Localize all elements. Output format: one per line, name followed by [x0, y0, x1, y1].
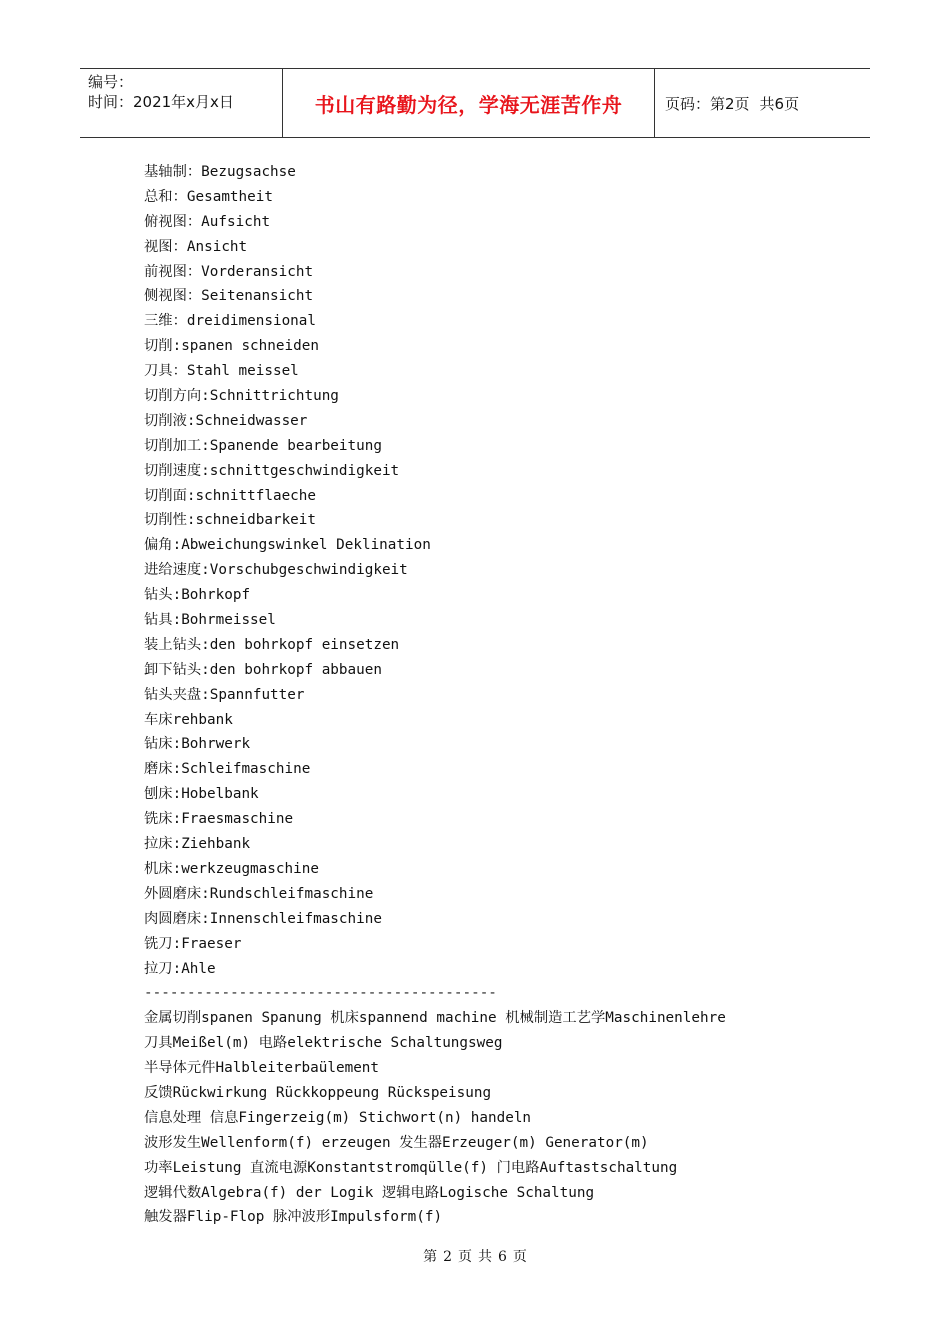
glossary-entry: 俯视图：Aufsicht — [144, 213, 271, 230]
footer-di: 第 — [423, 1249, 438, 1265]
glossary-entry: 逻辑代数Algebra(f) der Logik 逻辑电路Logische Schaltung — [144, 1184, 595, 1201]
footer-ye: 页 — [458, 1249, 472, 1265]
header-meta — [80, 69, 282, 137]
document-date: 时间：2021年x月x日 — [88, 93, 234, 111]
glossary-entry: 前视图：Vorderansicht — [144, 263, 314, 280]
glossary-entry: 切削方向:Schnittrichtung — [144, 388, 339, 405]
footer-gong: 共 — [478, 1249, 492, 1265]
glossary-entry: 信息处理 信息Fingerzeig(m) Stichwort(n) handeln — [144, 1109, 532, 1126]
glossary-entry: 铣刀:Fraeser — [144, 935, 242, 952]
footer-page-total: 6 — [498, 1249, 507, 1265]
glossary-entry: 切削液:Schneidwasser — [144, 412, 308, 429]
glossary-entry: 磨床:Schleifmaschine — [144, 761, 311, 778]
page-footer — [0, 1246, 950, 1266]
glossary-entry: 拉刀:Ahle — [144, 960, 216, 977]
glossary-entry: 基轴制：Bezugsachse — [144, 164, 296, 180]
glossary-entry: 刀具Meißel(m) 电路elektrische Schaltungsweg — [144, 1035, 503, 1052]
glossary-entry: 触发器Flip-Flop 脉冲波形Impulsform(f) — [144, 1209, 443, 1226]
glossary-entry: 刨床:Hobelbank — [144, 786, 259, 803]
glossary-entry: 侧视图：Seitenansicht — [144, 288, 314, 305]
glossary-entry: 装上钻头:den bohrkopf einsetzen — [144, 636, 400, 653]
glossary-entry: 卸下钻头:den bohrkopf abbauen — [144, 661, 382, 678]
header-page-info — [655, 69, 870, 137]
glossary-entry: 视图：Ansicht — [144, 238, 248, 255]
glossary-entry: 波形发生Wellenform(f) erzeugen 发生器Erzeuger(m) Generator(m) — [144, 1134, 649, 1151]
glossary-entry: 半导体元件Halbleiterbaülement — [144, 1060, 380, 1077]
glossary-entry: 外圆磨床:Rundschleifmaschine — [144, 885, 374, 902]
header-motto-cell — [282, 69, 655, 137]
header-motto: 书山有路勤为径，学海无涯苦作舟 — [314, 92, 623, 117]
glossary-entry: 切削:spanen schneiden — [144, 338, 319, 355]
glossary-list — [144, 160, 726, 1230]
glossary-entry: 刀具：Stahl meissel — [144, 363, 299, 380]
glossary-entry: 钻头:Bohrkopf — [144, 587, 251, 604]
glossary-entry: 切削性:schneidbarkeit — [144, 512, 317, 529]
glossary-entry: 总和：Gesamtheit — [144, 188, 273, 205]
footer-ye-2: 页 — [512, 1249, 527, 1265]
glossary-entry: 拉床:Ziehbank — [144, 836, 251, 853]
glossary-entry: 切削速度:schnittgeschwindigkeit — [144, 462, 400, 479]
page-header — [80, 68, 870, 138]
glossary-entry: 机床:werkzeugmaschine — [144, 860, 319, 877]
glossary-entry: 钻头夹盘:Spannfutter — [144, 686, 305, 703]
header-page-number: 页码：第2页 — [665, 94, 750, 113]
glossary-entry: 钻床:Bohrwerk — [144, 736, 251, 753]
glossary-entry: 进给速度:Vorschubgeschwindigkeit — [144, 562, 408, 579]
glossary-entry: 切削面:schnittflaeche — [144, 487, 317, 504]
document-number-label: 编号： — [88, 73, 134, 91]
header-page-total: 共6页 — [759, 94, 800, 113]
glossary-entry: 肉圆磨床:Innenschleifmaschine — [144, 910, 382, 927]
footer-page-number: 2 — [443, 1249, 452, 1265]
glossary-entry: 切削加工:Spanende bearbeitung — [144, 437, 382, 454]
glossary-entry: 铣床:Fraesmaschine — [144, 811, 294, 828]
glossary-entry: 偏角:Abweichungswinkel Deklination — [144, 537, 431, 554]
glossary-entry: 钻具:Bohrmeissel — [144, 612, 276, 629]
glossary-entry: 反馈Rückwirkung Rückkoppeung Rückspeisung — [144, 1084, 492, 1101]
glossary-entry: 车床rehbank — [144, 711, 233, 728]
glossary-entry: 功率Leistung 直流电源Konstantstromqülle(f) 门电路Auftastschaltung — [144, 1159, 678, 1176]
section-separator: ----------------------------------------- — [144, 985, 497, 1002]
glossary-entry: 三维：dreidimensional — [144, 313, 317, 330]
glossary-entry: 金属切削spanen Spanung 机床spannend machine 机械制造工艺学Maschinenlehre — [144, 1010, 726, 1027]
